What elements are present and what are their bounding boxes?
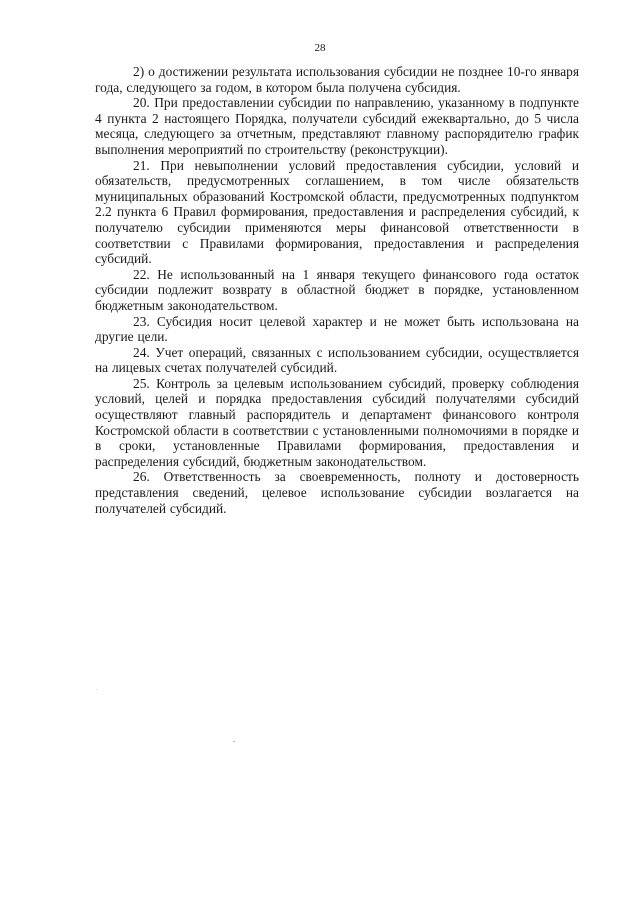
paragraph-22: 22. Не использованный на 1 января текущего финансового года остаток субсидии подлежит возврату в областной бюджет в порядке, установленном бюджетным законодательством. [95,266,579,313]
document-body [95,64,579,516]
paragraph-26: 26. Ответственность за своевременность, полноту и достоверность представления сведений, целевое использование субсидии возлагается на получателей субсидий. [95,469,579,516]
scan-speck [233,741,235,742]
paragraph-23: 23. Субсидия носит целевой характер и не может быть использована на другие цели. [95,313,579,345]
paragraph-item-19-2: 2) о достижении результата использования субсидии не позднее 10-го января года, следующего за годом, в котором была получена субсидия. [95,64,579,95]
page-number: 28 [314,42,326,54]
scan-speck [96,689,97,690]
paragraph-24: 24. Учет операций, связанных с использованием субсидии, осуществляется на лицевых счетах получателей субсидий. [95,344,579,376]
paragraph-21: 21. При невыполнении условий предоставления субсидии, условий и обязательств, предусмотренных соглашением, в том числе обязательств муниципальных образований Костромской области, предусмотренных подпунктом 2.2 пункта 6 Правил формирования, предоставления и распределения субсидий, к получателю субсидии применяются меры финансовой ответственности в соответствии с Правилами формирования, предоставления и распределения субсидий. [95,157,579,267]
paragraph-20: 20. При предоставлении субсидии по направлению, указанному в подпункте 4 пункта 2 настоящего Порядка, получатели субсидий ежеквартально, до 5 числа месяца, следующего за отчетным, представляют главному распорядителю график выполнения мероприятий по строительству (реконструкции). [95,95,579,157]
paragraph-25: 25. Контроль за целевым использованием субсидий, проверку соблюдения условий, целей и порядка предоставления субсидий получателями субсидий осуществляют главный распорядитель и департамент финансового контроля Костромской области в соответствии с установленными полномочиями в порядке и в сроки, установленные Правилами формирования, предоставления и распределения субсидий, бюджетным законодательством. [95,375,579,469]
